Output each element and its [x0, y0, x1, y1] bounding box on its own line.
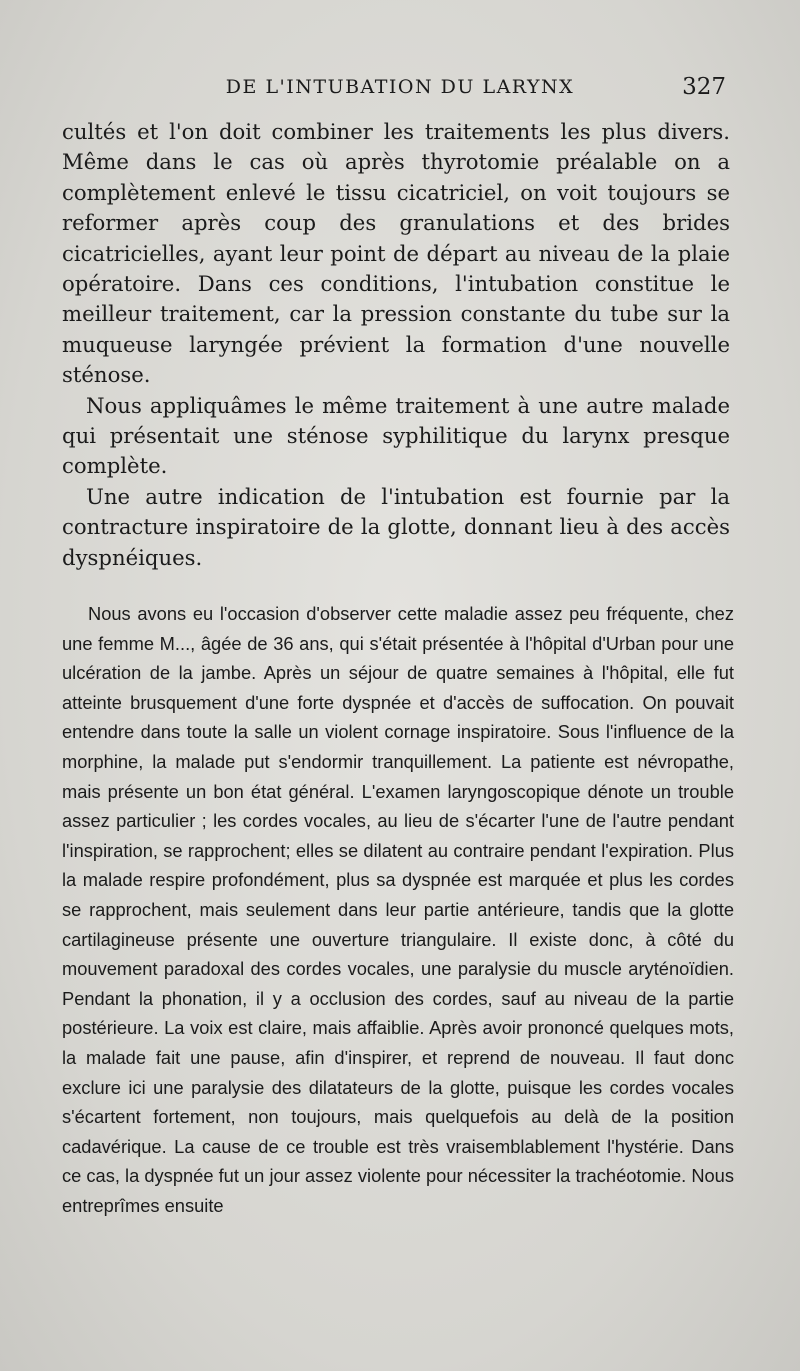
running-title: DE L'INTUBATION DU LARYNX — [225, 76, 575, 98]
paragraph: Nous appliquâmes le même traitement à une autre malade qui présentait une sténose syphilitique du larynx presque complète. — [62, 392, 730, 479]
main-text — [62, 117, 730, 573]
page-number: 327 — [682, 74, 726, 100]
paragraph: cultés et l'on doit combiner les traitements les plus divers. Même dans le cas où après thyrotomie préalable on a complètement enlevé le tissu cicatriciel, on voit toujours se reformer après coup des granulations et des brides cicatricielles, ayant leur point de départ au niveau de la plaie opératoire. Dans ces conditions, l'intubation constitue le meilleur traitement, car la pression constante du tube sur la muqueuse laryngée prévient la formation d'une nouvelle sténose. — [62, 119, 730, 388]
page-header — [60, 74, 740, 104]
paragraph: Une autre indication de l'intubation est fournie par la contracture inspiratoire de la glotte, donnant lieu à des accès dyspnéiques. — [62, 483, 730, 570]
case-report — [62, 599, 734, 1220]
case-report-paragraph: Nous avons eu l'occasion d'observer cette maladie assez peu fréquente, chez une femme M..., âgée de 36 ans, qui s'était présentée à l'hôpital d'Urban pour une ulcération de la jambe. Après un séjour de quatre semaines à l'hôpital, elle fut atteinte brusquement d'une forte dyspnée et d'accès de suffocation. On pouvait entendre dans toute la salle un violent cornage inspiratoire. Sous l'influence de la morphine, la malade put s'endormir tranquillement. La patiente est névropathe, mais présente un bon état général. L'examen laryngoscopique dénote un trouble assez particulier ; les cordes vocales, au lieu de s'écarter l'une de l'autre pendant l'inspiration, se rapprochent; elles se dilatent au contraire pendant l'expiration. Plus la malade respire profondément, plus sa dyspnée est marquée et plus les cordes se rapprochent, mais seulement dans leur partie antérieure, tandis que la glotte cartilagineuse présente une ouverture triangulaire. Il existe donc, à côté du mouvement paradoxal des cordes vocales, une paralysie du muscle aryténoïdien. Pendant la phonation, il y a occlusion des cordes, sauf au niveau de la partie postérieure. La voix est claire, mais affaiblie. Après avoir prononcé quelques mots, la malade fait une pause, afin d'inspirer, et reprend de nouveau. Il faut donc exclure ici une paralysie des dilatateurs de la glotte, puisque les cordes vocales s'écartent fortement, non toujours, mais quelquefois au delà de la position cadavérique. La cause de ce trouble est très vraisemblablement l'hystérie. Dans ce cas, la dyspnée fut un jour assez violente pour nécessiter la trachéotomie. Nous entreprîmes ensuite — [62, 603, 734, 1216]
